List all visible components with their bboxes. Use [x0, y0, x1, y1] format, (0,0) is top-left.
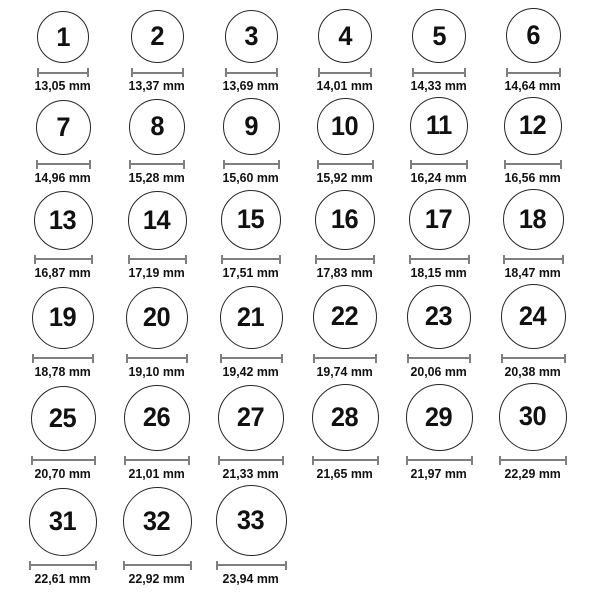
ring-circle — [313, 285, 377, 349]
ring-size-item — [298, 98, 392, 186]
measure-line — [505, 258, 562, 260]
ring-circle — [131, 10, 184, 63]
measure-tick-right — [279, 255, 281, 264]
ring-circle — [501, 284, 566, 349]
ring-size-item — [16, 488, 110, 587]
diameter-measure-line — [312, 456, 379, 465]
ring-size-number: 25 — [49, 402, 77, 433]
measure-line — [319, 163, 372, 165]
ring-size-row — [16, 485, 600, 587]
ring-circle — [36, 100, 91, 155]
ring-circle — [34, 191, 93, 250]
measure-tick-right — [281, 354, 283, 363]
measure-tick-right — [91, 255, 93, 264]
diameter-measure-line — [317, 160, 374, 169]
diameter-label: 19,10 mm — [128, 363, 186, 379]
ring-circle — [37, 11, 89, 63]
diameter-label: 17,83 mm — [316, 264, 374, 280]
ring-size-number: 26 — [143, 402, 171, 433]
diameter-measure-line — [129, 160, 185, 169]
diameter-measure-line — [131, 68, 184, 77]
ring-size-item — [204, 98, 298, 186]
diameter-measure-line — [410, 160, 468, 169]
measure-tick-right — [565, 456, 567, 465]
diameter-label: 16,24 mm — [410, 169, 468, 185]
ring-circle — [31, 386, 96, 451]
measure-line — [220, 459, 282, 461]
measure-line — [409, 357, 469, 359]
ring-size-item — [486, 383, 580, 482]
diameter-label: 16,56 mm — [504, 169, 562, 185]
ring-size-item — [392, 9, 486, 94]
diameter-label: 15,60 mm — [222, 169, 280, 185]
ring-size-number: 2 — [150, 21, 164, 51]
ring-circle — [32, 287, 94, 349]
measure-line — [508, 72, 559, 74]
measure-line — [320, 72, 370, 74]
diameter-label: 17,51 mm — [222, 264, 280, 280]
ring-size-item — [486, 8, 580, 94]
ring-circle — [129, 99, 185, 155]
ring-size-item — [204, 286, 298, 380]
ring-size-item — [16, 386, 110, 482]
measure-tick-right — [464, 68, 466, 77]
measure-tick-right — [89, 160, 91, 169]
ring-size-item — [298, 9, 392, 94]
measure-tick-right — [377, 456, 379, 465]
diameter-measure-line — [225, 68, 278, 77]
measure-line — [223, 258, 279, 260]
diameter-label: 17,19 mm — [128, 264, 186, 280]
measure-line — [412, 163, 466, 165]
ring-size-item — [204, 10, 298, 94]
diameter-measure-line — [406, 456, 473, 465]
diameter-label: 23,94 mm — [222, 570, 280, 586]
diameter-measure-line — [126, 354, 188, 363]
measure-tick-right — [564, 354, 566, 363]
ring-size-item — [392, 97, 486, 186]
ring-circle — [406, 384, 473, 451]
ring-size-item — [204, 385, 298, 482]
ring-circle — [223, 98, 280, 155]
measure-tick-right — [183, 160, 185, 169]
diameter-label: 22,92 mm — [128, 570, 186, 586]
ring-size-number: 24 — [519, 300, 547, 331]
ring-size-row — [16, 383, 600, 482]
diameter-label: 21,97 mm — [410, 465, 468, 481]
ring-size-row — [16, 189, 600, 281]
measure-tick-right — [278, 160, 280, 169]
ring-size-item — [298, 285, 392, 380]
measure-tick-right — [373, 255, 375, 264]
ring-size-number: 3 — [244, 21, 258, 51]
measure-tick-right — [471, 456, 473, 465]
ring-size-row — [16, 97, 600, 186]
diameter-measure-line — [499, 456, 567, 465]
diameter-label: 19,42 mm — [222, 363, 280, 379]
measure-line — [36, 258, 91, 260]
measure-tick-right — [375, 354, 377, 363]
ring-circle — [315, 190, 375, 250]
ring-size-item — [486, 97, 580, 186]
ring-size-number: 8 — [150, 111, 164, 142]
ring-size-item — [486, 189, 580, 281]
diameter-label: 13,69 mm — [222, 78, 280, 93]
ring-size-number: 19 — [49, 302, 77, 333]
ring-size-number: 29 — [425, 401, 453, 432]
measure-line — [128, 357, 186, 359]
diameter-label: 18,15 mm — [410, 264, 468, 280]
diameter-measure-line — [409, 255, 470, 264]
measure-line — [411, 258, 468, 260]
diameter-measure-line — [124, 456, 190, 465]
diameter-measure-line — [37, 68, 89, 77]
ring-size-number: 12 — [519, 110, 547, 141]
ring-size-number: 23 — [425, 301, 453, 332]
diameter-label: 21,01 mm — [128, 465, 186, 481]
ring-circle — [499, 383, 567, 451]
measure-line — [218, 564, 285, 566]
diameter-measure-line — [34, 255, 93, 264]
diameter-label: 19,74 mm — [316, 363, 374, 379]
diameter-label: 13,05 mm — [34, 78, 92, 93]
diameter-measure-line — [218, 456, 284, 465]
ring-size-item — [204, 190, 298, 281]
measure-tick-right — [560, 160, 562, 169]
diameter-measure-line — [36, 160, 91, 169]
measure-tick-right — [276, 68, 278, 77]
diameter-measure-line — [32, 354, 94, 363]
ring-size-number: 1 — [56, 21, 70, 52]
ring-size-number: 22 — [331, 301, 359, 332]
diameter-label: 14,01 mm — [316, 78, 374, 93]
measure-line — [130, 258, 185, 260]
diameter-measure-line — [412, 68, 466, 77]
diameter-label: 14,33 mm — [410, 78, 468, 93]
ring-size-item — [392, 189, 486, 281]
ring-size-item — [298, 384, 392, 482]
ring-size-item — [110, 191, 204, 281]
ring-size-number: 28 — [331, 401, 359, 432]
measure-tick-right — [87, 68, 89, 77]
diameter-label: 20,06 mm — [410, 363, 468, 379]
ring-size-number: 20 — [143, 302, 171, 333]
ring-size-number: 18 — [519, 203, 547, 234]
measure-line — [408, 459, 471, 461]
ring-circle — [409, 189, 470, 250]
diameter-label: 18,47 mm — [504, 264, 562, 280]
ring-size-row — [16, 8, 600, 94]
ring-size-item — [486, 284, 580, 380]
diameter-measure-line — [503, 255, 564, 264]
ring-size-number: 17 — [425, 203, 453, 234]
ring-circle — [221, 190, 281, 250]
ring-circle — [410, 97, 468, 155]
ring-size-number: 15 — [237, 204, 265, 235]
ring-circle — [412, 9, 466, 63]
ring-circle — [506, 8, 561, 63]
ring-size-number: 11 — [426, 110, 452, 141]
measure-tick-right — [559, 68, 561, 77]
ring-circle — [124, 385, 190, 451]
diameter-label: 15,92 mm — [316, 169, 374, 185]
diameter-measure-line — [29, 561, 97, 570]
ring-circle — [407, 285, 471, 349]
measure-tick-right — [372, 160, 374, 169]
measure-tick-right — [95, 561, 97, 570]
diameter-measure-line — [504, 160, 562, 169]
diameter-label: 21,65 mm — [316, 465, 374, 481]
ring-size-number: 31 — [49, 506, 77, 537]
diameter-measure-line — [313, 354, 377, 363]
measure-line — [133, 72, 182, 74]
measure-line — [506, 163, 560, 165]
ring-size-number: 7 — [56, 111, 70, 142]
measure-line — [222, 357, 281, 359]
measure-line — [38, 163, 89, 165]
ring-size-row — [16, 284, 600, 380]
measure-tick-right — [282, 456, 284, 465]
ring-size-number: 6 — [526, 20, 540, 50]
measure-tick-right — [285, 561, 287, 570]
diameter-measure-line — [506, 68, 561, 77]
ring-circle — [312, 384, 379, 451]
ring-size-number: 16 — [331, 204, 359, 235]
diameter-label: 14,64 mm — [504, 78, 562, 93]
measure-line — [314, 459, 377, 461]
measure-line — [31, 564, 95, 566]
ring-size-number: 5 — [432, 20, 446, 51]
measure-tick-right — [466, 160, 468, 169]
diameter-label: 15,28 mm — [128, 169, 186, 185]
measure-line — [33, 459, 94, 461]
measure-tick-right — [188, 456, 190, 465]
measure-tick-right — [185, 255, 187, 264]
diameter-measure-line — [221, 255, 281, 264]
diameter-measure-line — [407, 354, 471, 363]
ring-size-number: 21 — [237, 301, 265, 332]
ring-size-number: 9 — [244, 110, 258, 141]
ring-circle — [218, 385, 284, 451]
measure-line — [225, 163, 278, 165]
measure-line — [317, 258, 373, 260]
ring-circle — [128, 191, 187, 250]
ring-circle — [225, 10, 278, 63]
measure-line — [501, 459, 565, 461]
diameter-label: 20,38 mm — [504, 363, 562, 379]
diameter-label: 22,29 mm — [504, 465, 562, 481]
measure-line — [131, 163, 183, 165]
ring-size-item — [110, 385, 204, 482]
diameter-measure-line — [216, 561, 287, 570]
measure-tick-right — [468, 255, 470, 264]
measure-tick-right — [469, 354, 471, 363]
ring-circle — [317, 98, 374, 155]
ring-size-item — [298, 190, 392, 281]
ring-size-item — [110, 10, 204, 94]
measure-line — [227, 72, 276, 74]
measure-line — [503, 357, 564, 359]
measure-tick-right — [370, 68, 372, 77]
diameter-measure-line — [128, 255, 187, 264]
measure-tick-right — [186, 354, 188, 363]
diameter-measure-line — [220, 354, 283, 363]
ring-size-item — [110, 99, 204, 186]
diameter-measure-line — [315, 255, 375, 264]
ring-size-item — [16, 191, 110, 281]
diameter-label: 18,78 mm — [34, 363, 92, 379]
ring-circle — [503, 189, 564, 250]
ring-size-item — [110, 287, 204, 380]
diameter-label: 13,37 mm — [128, 78, 186, 93]
diameter-label: 14,96 mm — [34, 169, 92, 185]
ring-size-item — [110, 487, 204, 587]
ring-circle — [126, 287, 188, 349]
ring-size-number: 10 — [331, 110, 359, 141]
ring-size-item — [204, 485, 298, 587]
ring-size-number: 30 — [519, 401, 547, 432]
ring-size-item — [16, 11, 110, 94]
ring-size-number: 4 — [338, 20, 352, 51]
measure-tick-right — [190, 561, 192, 570]
ring-size-number: 14 — [143, 204, 171, 235]
diameter-label: 16,87 mm — [34, 264, 92, 280]
measure-tick-right — [182, 68, 184, 77]
measure-line — [315, 357, 375, 359]
diameter-measure-line — [501, 354, 566, 363]
measure-line — [39, 72, 87, 74]
measure-tick-right — [562, 255, 564, 264]
diameter-label: 21,33 mm — [222, 465, 280, 481]
measure-tick-right — [94, 456, 96, 465]
ring-circle — [504, 97, 562, 155]
measure-line — [126, 459, 188, 461]
ring-size-number: 33 — [237, 504, 265, 535]
ring-size-item — [392, 285, 486, 380]
diameter-label: 22,61 mm — [34, 570, 92, 586]
ring-size-number: 13 — [49, 204, 77, 235]
diameter-measure-line — [123, 561, 192, 570]
diameter-measure-line — [223, 160, 280, 169]
ring-size-item — [16, 287, 110, 380]
ring-circle — [216, 485, 287, 556]
ring-circle — [123, 487, 192, 556]
ring-circle — [220, 286, 283, 349]
ring-size-number: 32 — [143, 505, 171, 536]
ring-size-item — [16, 100, 110, 186]
ring-circle — [29, 488, 97, 556]
ring-circle — [318, 9, 372, 63]
measure-line — [414, 72, 464, 74]
measure-tick-right — [92, 354, 94, 363]
ring-size-item — [392, 384, 486, 482]
diameter-measure-line — [318, 68, 372, 77]
diameter-label: 20,70 mm — [34, 465, 92, 481]
ring-size-number: 27 — [237, 402, 265, 433]
measure-line — [34, 357, 92, 359]
measure-line — [125, 564, 190, 566]
diameter-measure-line — [31, 456, 96, 465]
